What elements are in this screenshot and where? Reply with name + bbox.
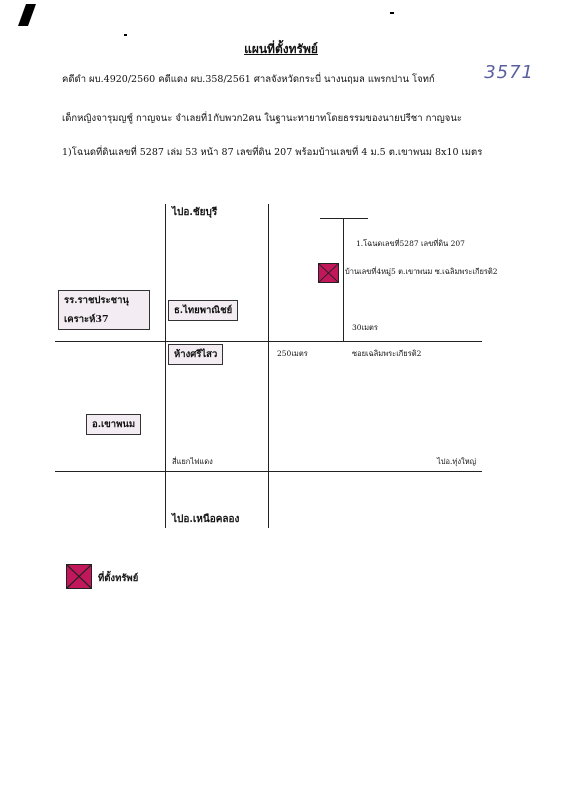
landmark-school-label: รร.ราชประชานุเคราะห์37	[64, 295, 129, 325]
distance-30m: 30เมตร	[352, 323, 378, 332]
traffic-light-intersection: สี่แยกไฟแดง	[172, 457, 213, 466]
distance-250m: 250เมตร	[277, 349, 308, 358]
property-marker	[318, 263, 339, 283]
soi-entrance-line	[320, 218, 368, 219]
soi-name-label: ซอยเฉลิมพระเกียรติ2	[352, 349, 422, 358]
road-secondary-north-south	[268, 204, 269, 528]
defendant-info-line: เด็กหญิงจารุมญชู์ กาญจนะ จำเลยที่1กับพวก2คน ในฐานะทายาทโดยธรรมของนายปรีชา กาญจนะ	[62, 113, 462, 124]
deed-label: 1.โฉนดเลขที่5287 เลขที่ดิน 207	[356, 239, 465, 248]
road-lower-east-west	[55, 471, 482, 472]
legend-marker-icon	[66, 564, 92, 589]
handwritten-number: 3571	[484, 62, 534, 83]
soi-line	[343, 218, 344, 341]
road-main-east-west	[55, 341, 482, 342]
landmark-school	[58, 290, 150, 330]
direction-to-chaiburi: ไปอ.ชัยบุรี	[172, 207, 218, 218]
property-info-line: 1)โฉนดที่ดินเลขที่ 5287 เล่ม 53 หน้า 87 เลขที่ดิน 207 พร้อมบ้านเลขที่ 4 ม.5 ต.เขาพนม 8x10 เมตร	[62, 147, 483, 158]
road-main-north-south	[165, 204, 166, 528]
page-title: แผนที่ตั้งทรัพย์	[244, 42, 318, 56]
landmark-district-office: อ.เขาพนม	[86, 414, 141, 435]
house-label: บ้านเลขที่4หมู่5 ต.เขาพนม ซ.เฉลิมพระเกียรติ2	[345, 267, 498, 276]
landmark-bank: ธ.ไทยพาณิชย์	[168, 300, 238, 321]
case-info-line: คดีดำ ผบ.4920/2560 คดีแดง ผบ.358/2561 ศาลจังหวัดกระบี่ นางนฤมล แพรกปาน โจทก์	[62, 74, 435, 85]
scan-mark-corner	[18, 4, 36, 26]
direction-to-nuea-khlong: ไปอ.เหนือคลอง	[172, 514, 240, 525]
scan-speck	[124, 34, 127, 36]
scan-speck	[390, 12, 394, 14]
legend-label: ที่ตั้งทรัพย์	[98, 573, 139, 584]
direction-to-thung-yai: ไปอ.ทุ่งใหญ่	[437, 457, 477, 466]
landmark-store: ห้างศรีไสว	[168, 344, 223, 365]
